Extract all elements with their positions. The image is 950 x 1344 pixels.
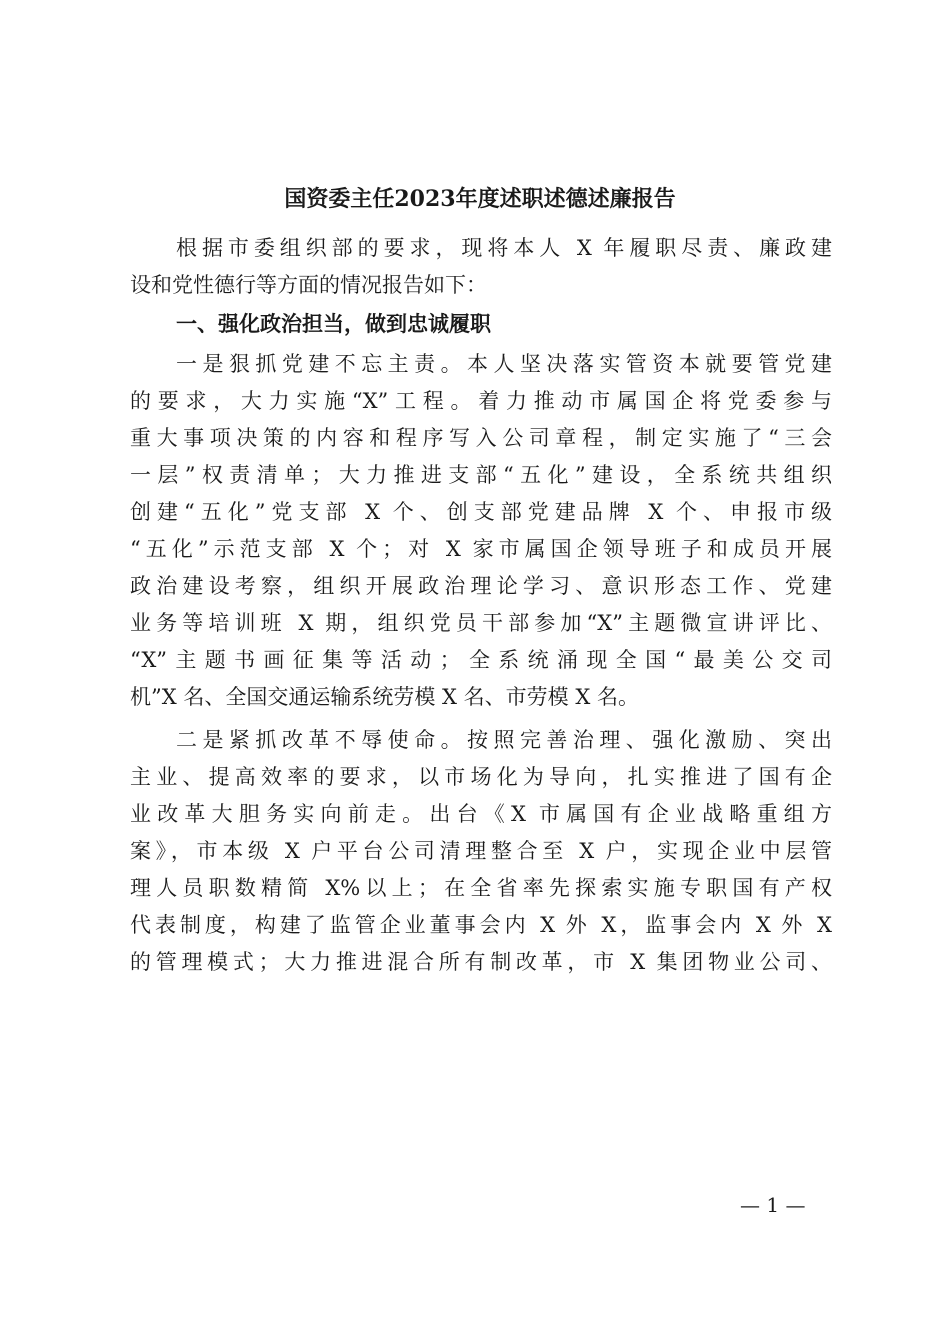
- paragraph-line: 一是狠抓党建不忘主责。本人坚决落实管资本就要管党建: [176, 352, 832, 376]
- intro-line: 根据市委组织部的要求，现将本人 X 年履职尽责、廉政建: [176, 236, 832, 260]
- document-body: [130, 230, 832, 981]
- section-heading: 一、强化政治担当，做到忠诚履职: [176, 312, 491, 336]
- paragraph-line: 主业、提高效率的要求，以市场化为导向，扎实推进了国有企: [130, 765, 832, 789]
- paragraph-line: “五化”示范支部 X 个；对 X 家市属国企领导班子和成员开展: [130, 537, 832, 561]
- paragraph-line: 案》，市本级 X 户平台公司清理整合至 X 户，实现企业中层管: [130, 839, 832, 863]
- paragraph-line: 业务等培训班 X 期，组织党员干部参加“X”主题微宣讲评比、: [130, 611, 832, 635]
- paragraph-1: [130, 346, 832, 716]
- paragraph-line: 机”X 名、全国交通运输系统劳模 X 名、市劳模 X 名。: [130, 685, 639, 709]
- paragraph-line: 二是紧抓改革不辱使命。按照完善治理、强化激励、突出: [176, 728, 832, 752]
- intro-line: 设和党性德行等方面的情况报告如下：: [130, 273, 487, 297]
- document-title: 国资委主任2023年度述职述德述廉报告: [284, 186, 676, 212]
- paragraph-2: [130, 722, 832, 981]
- paragraph-line: “X”主题书画征集等活动；全系统涌现全国“最美公交司: [130, 648, 832, 672]
- paragraph-line: 代表制度，构建了监管企业董事会内 X 外 X，监事会内 X 外 X: [130, 913, 832, 937]
- paragraph-line: 政治建设考察，组织开展政治理论学习、意识形态工作、党建: [130, 574, 832, 598]
- paragraph-line: 一层”权责清单；大力推进支部“五化”建设，全系统共组织: [130, 463, 832, 487]
- paragraph-line: 的要求，大力实施“X”工程。着力推动市属国企将党委参与: [130, 389, 832, 413]
- paragraph-line: 理人员职数精简 X%以上；在全省率先探索实施专职国有产权: [130, 876, 832, 900]
- paragraph-line: 创建“五化”党支部 X 个、创支部党建品牌 X 个、申报市级: [130, 500, 832, 524]
- paragraph-line: 业改革大胆务实向前走。出台《X 市属国有企业战略重组方: [130, 802, 832, 826]
- paragraph-line: 的管理模式；大力推进混合所有制改革，市 X 集团物业公司、: [130, 950, 832, 974]
- paragraph-line: 重大事项决策的内容和程序写入公司章程，制定实施了“三会: [130, 426, 832, 450]
- page-number: — 1 —: [740, 1193, 806, 1217]
